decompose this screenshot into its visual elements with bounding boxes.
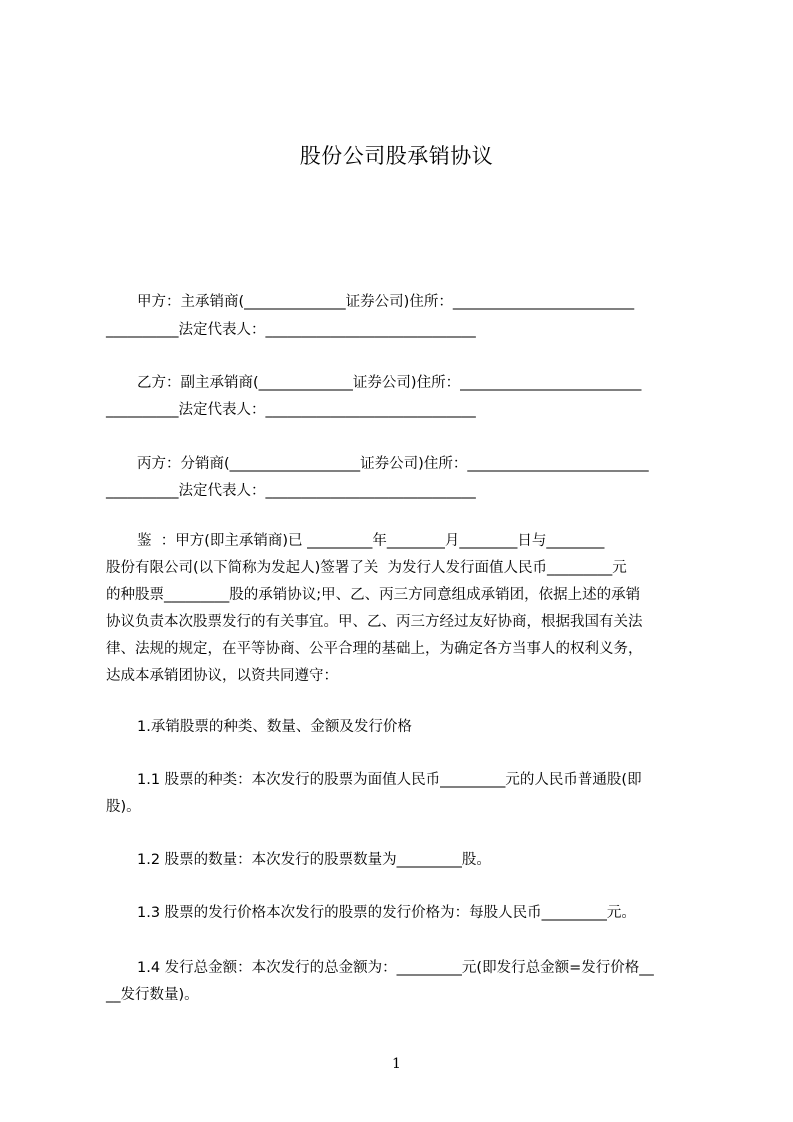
party-a-line2: __________法定代表人：_____________________________ [106, 322, 476, 338]
preamble-line: 协议负责本次股票发行的有关事宜。甲、乙、丙三方经过友好协商，根据我国有关法 [106, 614, 643, 630]
clause-1-4-cont: __发行数量)。 [106, 987, 199, 1003]
preamble-line: 达成本承销团协议，以资共同遵守： [106, 668, 338, 684]
party-b-line1: 乙方：副主承销商(_____________证券公司)住所：_________________________ [137, 375, 642, 391]
preamble-line: 的种股票_________股的承销协议;甲、乙、丙三方同意组成承销团，依据上述的承销 [106, 587, 641, 603]
clause-1-1-cont: 股)。 [106, 799, 141, 815]
section-heading: 1.承销股票的种类、数量、金额及发行价格 [137, 719, 412, 735]
document-title: 股份公司股承销协议 [299, 144, 494, 168]
preamble-line: 鉴 ：甲方(即主承销商)已 _________年________月________日与________ [137, 533, 605, 549]
party-b-line2: __________法定代表人：_____________________________ [106, 402, 476, 418]
page-number: 1 [392, 1056, 401, 1072]
clause-1-3: 1.3 股票的发行价格本次发行的股票的发行价格为：每股人民币_________元。 [137, 905, 636, 921]
party-a-line1: 甲方：主承销商(______________证券公司)住所：_________________________ [137, 294, 635, 310]
clause-1-4: 1.4 发行总金额：本次发行的总金额为：_________元(即发行总金额=发行价格__ [137, 960, 654, 976]
party-c-line1: 丙方：分销商(__________________证券公司)住所：_________________________ [137, 456, 649, 472]
preamble-line: 股份有限公司(以下简称为发起人)签署了关 为发行人发行面值人民币_________元 [106, 560, 627, 576]
clause-1-1: 1.1 股票的种类：本次发行的股票为面值人民币_________元的人民币普通股(即 [137, 772, 642, 788]
preamble-line: 律、法规的规定，在平等协商、公平合理的基础上，为确定各方当事人的权利义务， [106, 641, 643, 657]
clause-1-2: 1.2 股票的数量：本次发行的股票数量为_________股。 [137, 852, 491, 868]
party-c-line2: __________法定代表人：_____________________________ [106, 483, 476, 499]
